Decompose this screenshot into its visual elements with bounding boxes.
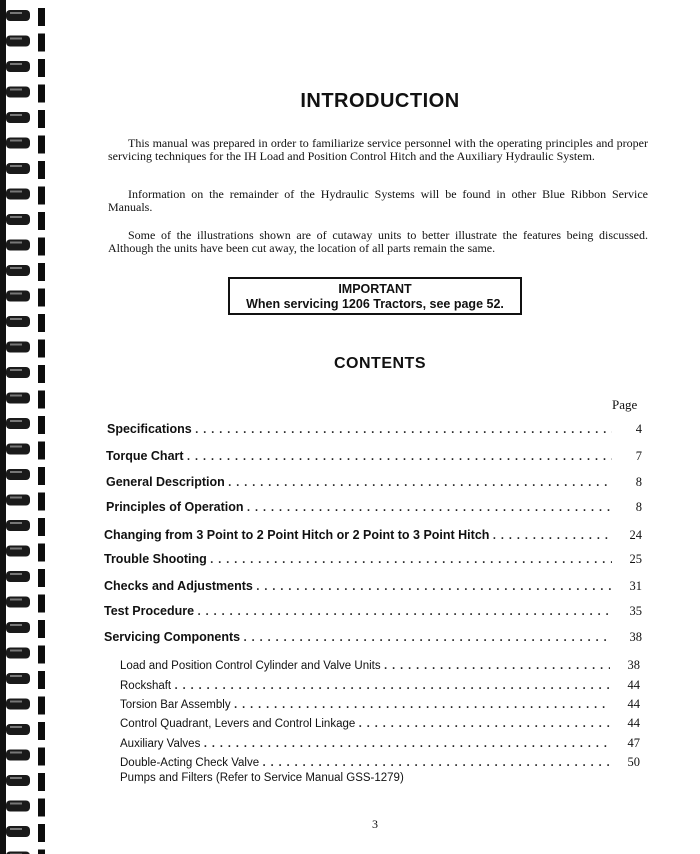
toc-entry <box>106 447 642 465</box>
toc-leader-dots <box>381 656 610 674</box>
toc-leader-dots <box>259 753 610 771</box>
toc-entry-label: Servicing Components <box>104 630 241 644</box>
important-text: When servicing 1206 Tractors, see page 52. <box>246 297 504 311</box>
toc-entry-label: Principles of Operation <box>106 500 244 514</box>
toc-leader-dots <box>184 447 612 465</box>
toc-subentry <box>120 656 640 674</box>
toc-entry <box>104 628 642 646</box>
toc-leader-dots <box>240 628 612 646</box>
page-column-header: Page <box>612 397 638 412</box>
toc-leader-dots <box>253 577 612 595</box>
toc-entry-label: Load and Position Control Cylinder and Valve Units <box>120 660 381 672</box>
toc-entry-label: Double-Acting Check Valve <box>120 757 260 769</box>
toc-entry-page: 4 <box>635 422 642 436</box>
toc-entry-page: 38 <box>627 658 640 672</box>
toc-leader-dots <box>355 714 610 732</box>
intro-paragraph-3 <box>108 229 648 255</box>
toc-entry-label: Test Procedure <box>104 604 195 618</box>
toc-entry <box>104 526 642 544</box>
toc-entry-page: 8 <box>635 475 642 489</box>
toc-entry-page: 44 <box>627 716 640 730</box>
toc-subentry <box>120 714 640 732</box>
toc-leader-dots <box>489 526 612 544</box>
toc-leader-dots <box>225 473 612 491</box>
toc-entry <box>104 550 642 568</box>
page-number: 3 <box>372 817 378 831</box>
toc-entry-page: 7 <box>635 449 642 463</box>
introduction-title: INTRODUCTION <box>300 90 460 112</box>
toc-entry <box>106 473 642 491</box>
contents-title: CONTENTS <box>334 355 426 372</box>
toc-entry <box>104 577 642 595</box>
toc-entry-label: General Description <box>106 475 225 489</box>
toc-subentry <box>120 695 640 713</box>
toc-entry-label: Trouble Shooting <box>104 552 207 566</box>
toc-leader-dots <box>244 498 612 516</box>
toc-entry-label: Torsion Bar Assembly <box>120 699 231 711</box>
intro-paragraph-3-text: Some of the illustrations shown are of cutaway units to better illustrate the features being discussed. Although the units have been cut away, the location of all parts remain the same. <box>108 228 648 255</box>
toc-leader-dots <box>200 734 610 752</box>
toc-leader-dots <box>194 602 612 620</box>
toc-leader-dots <box>207 550 612 568</box>
toc-entry-page: 44 <box>627 678 640 692</box>
toc-entry-label: Changing from 3 Point to 2 Point Hitch or 2 Point to 3 Point Hitch <box>104 528 490 542</box>
important-heading: IMPORTANT <box>338 282 412 296</box>
toc-note-text: Pumps and Filters (Refer to Service Manual GSS-1279) <box>120 772 404 784</box>
toc-entry-page: 47 <box>627 736 640 750</box>
toc-note <box>120 772 404 790</box>
toc-subentry <box>120 753 640 771</box>
toc-subentry <box>120 676 640 694</box>
intro-paragraph-1-text: This manual was prepared in order to familiarize service personnel with the operating principles and proper servicing techniques for the IH Load and Position Control Hitch and the Auxiliary Hydraulic System. <box>108 136 648 163</box>
toc-entry-label: Checks and Adjustments <box>104 579 253 593</box>
toc-entry-page: 8 <box>635 500 642 514</box>
toc-subentry <box>120 734 640 752</box>
toc-leader-dots <box>231 695 610 713</box>
toc-entry-page: 35 <box>629 604 642 618</box>
toc-entry <box>106 498 642 516</box>
toc-leader-dots <box>171 676 610 694</box>
toc-entry-page: 44 <box>627 697 640 711</box>
toc-entry-label: Auxiliary Valves <box>120 738 201 750</box>
toc-entry-label: Torque Chart <box>106 449 184 463</box>
toc-entry-page: 50 <box>627 755 640 769</box>
intro-paragraph-2 <box>108 188 648 214</box>
toc-entry-page: 38 <box>629 630 642 644</box>
toc-entry-label: Rockshaft <box>120 680 172 692</box>
toc-entry <box>104 602 642 620</box>
intro-paragraph-1 <box>108 137 648 163</box>
toc-entry-page: 24 <box>629 528 642 542</box>
toc-entry-page: 31 <box>629 579 642 593</box>
toc-entry-page: 25 <box>629 552 642 566</box>
important-notice-box <box>228 277 522 315</box>
toc-entry-label: Control Quadrant, Levers and Control Linkage <box>120 718 356 730</box>
toc-entry-label: Specifications <box>107 422 192 436</box>
intro-paragraph-2-text: Information on the remainder of the Hydraulic Systems will be found in other Blue Ribbon Service Manuals. <box>108 187 648 214</box>
toc-leader-dots <box>192 420 612 438</box>
toc-entry <box>107 420 642 438</box>
spiral-binding <box>0 0 70 854</box>
